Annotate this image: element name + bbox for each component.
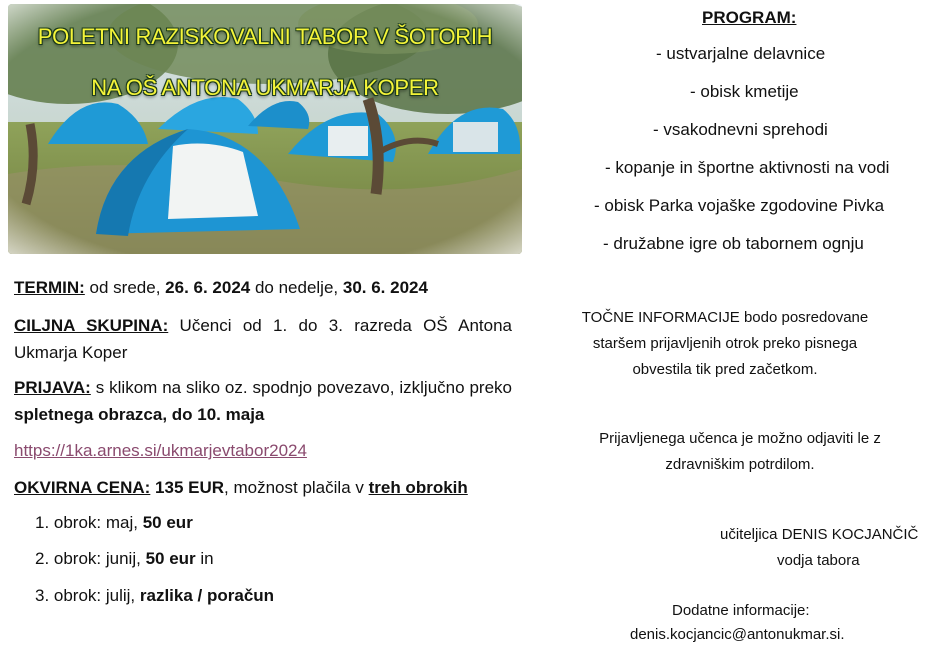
target-group-text: Učenci od 1. do 3. razreda OŠ Antona Ukmarja Koper — [14, 316, 512, 362]
registration — [14, 374, 512, 428]
program-item: - družabne igre ob tabornem ognju — [603, 234, 864, 253]
program-item: - vsakodnevni sprehodi — [653, 120, 828, 139]
installment-1-text: 1. obrok: maj, — [35, 513, 143, 532]
price-text: , možnost plačila v — [224, 478, 369, 497]
price-line — [14, 474, 512, 501]
program-title: PROGRAM: — [702, 8, 797, 27]
installment-3 — [35, 585, 274, 607]
installment-1-value: 50 eur — [142, 513, 193, 532]
registration-link[interactable]: https://1ka.arnes.si/ukmarjevtabor2024 — [14, 441, 307, 460]
info-line: obvestila tik pred začetkom. — [632, 361, 818, 378]
target-group-label: CILJNA SKUPINA: — [14, 316, 169, 335]
withdrawal-line: zdravniškim potrdilom. — [665, 456, 815, 473]
registration-text: s klikom na sliko oz. spodnjo povezavo, izključno preko — [90, 378, 512, 397]
banner-title-line-2: NA OŠ ANTONA UKMARJA KOPER — [91, 75, 439, 100]
price-label: OKVIRNA CENA: — [14, 478, 151, 497]
termin-label: TERMIN: — [14, 278, 85, 297]
info-note — [565, 305, 885, 383]
contact-label: Dodatne informacije: — [672, 602, 810, 619]
withdrawal-line: Prijavljenega učenca je možno odjaviti le z — [599, 430, 881, 447]
termin-text: od srede, — [84, 278, 166, 297]
termin-line — [14, 274, 512, 301]
target-group — [14, 312, 512, 366]
installment-3-value: razlika / poračun — [139, 586, 275, 605]
signature-name: učiteljica DENIS KOCJANČIČ — [720, 526, 919, 543]
installment-3-text: 3. obrok: julij, — [35, 586, 140, 605]
price-amount: 135 EUR — [150, 478, 225, 497]
signature-role: vodja tabora — [777, 552, 860, 569]
termin-text-2: do nedelje, — [250, 278, 343, 297]
contact-email[interactable]: denis.kocjancic@antonukmar.si. — [630, 626, 845, 643]
info-line: TOČNE INFORMACIJE bodo posredovane — [581, 309, 869, 326]
program-item: - obisk Parka vojaške zgodovine Pivka — [594, 196, 885, 215]
installment-2-suffix: in — [195, 549, 214, 568]
program-item: - ustvarjalne delavnice — [656, 44, 826, 63]
installment-2-value: 50 eur — [145, 549, 196, 568]
registration-link-row — [14, 437, 512, 464]
installment-1 — [35, 512, 193, 534]
registration-deadline: spletnega obrazca, do 10. maja — [14, 405, 265, 424]
termin-date-start: 26. 6. 2024 — [165, 278, 251, 297]
termin-date-end: 30. 6. 2024 — [342, 278, 428, 297]
info-line: staršem prijavljenih otrok preko pisnega — [592, 335, 858, 352]
registration-label: PRIJAVA: — [14, 378, 91, 397]
program-item: - kopanje in športne aktivnosti na vodi — [605, 158, 890, 177]
banner-title-line-1: POLETNI RAZISKOVALNI TABOR V ŠOTORIH — [37, 24, 493, 49]
camp-photo[interactable] — [8, 4, 522, 254]
installment-2-text: 2. obrok: junij, — [35, 549, 146, 568]
installment-2 — [35, 548, 214, 570]
price-installments-note: treh obrokih — [368, 478, 468, 497]
program-item: - obisk kmetije — [690, 82, 799, 101]
withdrawal-note — [570, 426, 910, 478]
